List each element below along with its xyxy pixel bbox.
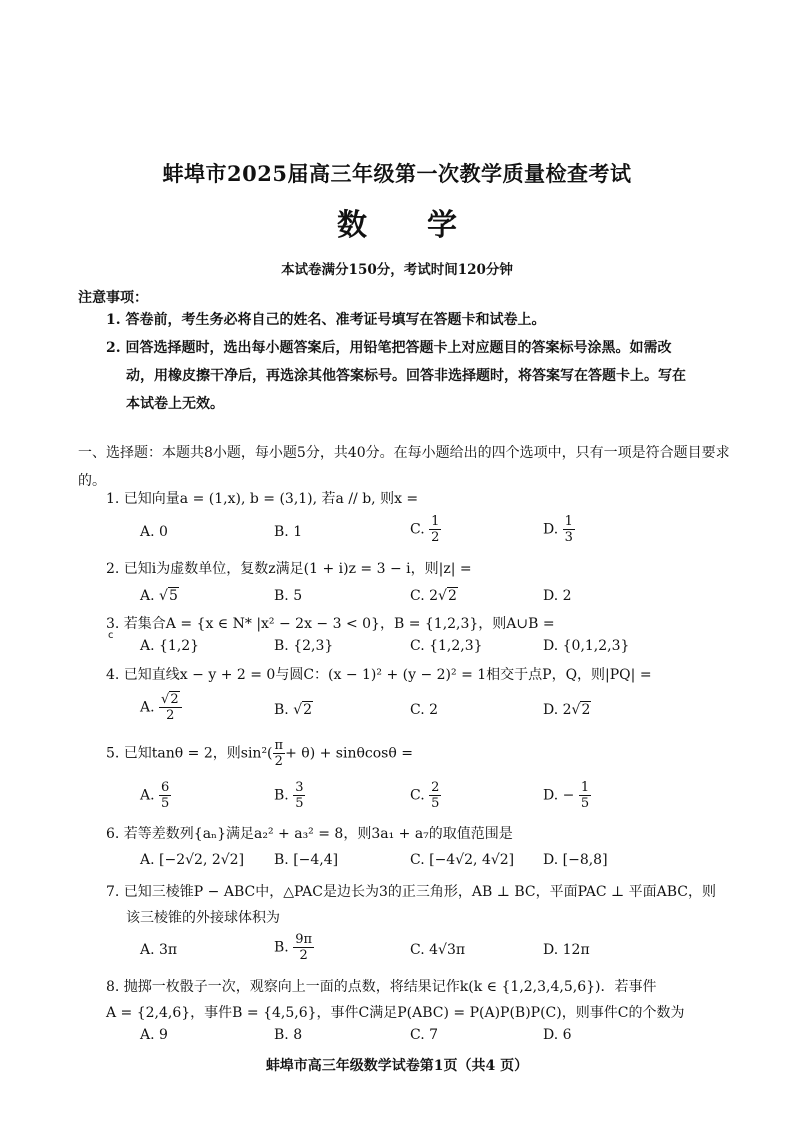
q4-option-b: B. √2: [274, 702, 313, 718]
q5-option-c: C. $\frac{2}{5}$: [410, 780, 440, 811]
subject-title: 数学: [337, 208, 517, 243]
q1-option-d-label: D.: [543, 521, 559, 538]
question-8-stem-cont: A = {2,4,6}，事件B = {4,5,6}，事件C满足P(ABC) = P(A)P(B)P(C)，则事件C的个数为: [106, 1005, 685, 1021]
q3-option-c: C. {1,2,3}: [410, 638, 483, 654]
handwritten-mark: c: [108, 630, 114, 641]
question-6-stem: 6. 若等差数列{aₙ}满足a₂² + a₃² = 8，则3a₁ + a₇的取值范围是: [106, 826, 513, 842]
question-8-stem: 8. 抛掷一枚骰子一次，观察向上一面的点数，将结果记作k(k ∈ {1,2,3,4,5,6})．若事件: [106, 979, 657, 995]
q8-option-d: D. 6: [543, 1027, 572, 1043]
question-3-stem: 3. 若集合A = {x ∈ N* |x² − 2x − 3 < 0}，B = {1,2,3}，则A∪B =: [106, 616, 555, 632]
q2-option-b: B. 5: [274, 588, 303, 604]
q8-option-b: B. 8: [274, 1027, 303, 1043]
notice-item-2-cont: 动，用橡皮擦干净后，再选涂其他答案标号。回答非选择题时，将答案写在答题卡上。写在: [126, 368, 686, 384]
notice-heading: 注意事项：: [78, 290, 148, 306]
question-1-stem: 1. 已知向量a = (1,x), b = (3,1), 若a // b, 则x =: [106, 491, 419, 507]
q1-option-c: [410, 514, 441, 545]
q7-option-b: B. $\frac{9\pi}{2}$: [274, 932, 313, 963]
q5-stem-fraction: $\frac{\pi}{2}$: [274, 738, 284, 769]
question-7-stem: 7. 已知三棱锥P − ABC中，△PAC是边长为3的正三角形，AB ⊥ BC，平面PAC ⊥ 平面ABC，则: [106, 884, 716, 900]
q4-option-d: D. 2√2: [543, 702, 591, 718]
exam-meta: 本试卷满分150分，考试时间120分钟: [281, 262, 513, 278]
notice-item-2: 2. 回答选择题时，选出每小题答案后，用铅笔把答题卡上对应题目的答案标号涂黑。如需改: [106, 340, 672, 356]
q2-option-d: D. 2: [543, 588, 572, 604]
q1-option-d-fraction: $\frac{1}{3}$: [564, 514, 573, 545]
q1-option-c-fraction: $\frac{1}{2}$: [431, 514, 440, 545]
q3-option-a: A. {1,2}: [140, 638, 200, 654]
q6-option-b: B. [−4,4]: [274, 852, 339, 868]
q5-option-a: A. $\frac{6}{5}$: [140, 780, 170, 811]
q3-option-b: B. {2,3}: [274, 638, 334, 654]
q7-option-c: C. 4√3π: [410, 942, 466, 958]
question-4-stem: 4. 已知直线x − y + 2 = 0与圆C：(x − 1)² + (y − 2)² = 1相交于点P，Q，则|PQ| =: [106, 667, 652, 683]
question-7-stem-cont: 该三棱锥的外接球体积为: [126, 910, 280, 926]
q1-option-d: [543, 514, 575, 545]
q2-option-a: A. √5: [140, 588, 178, 604]
notice-item-2-end: 本试卷上无效。: [126, 396, 224, 412]
q1-option-b: B. 1: [274, 524, 303, 540]
page-footer: 蚌埠市高三年级数学试卷第1页（共4 页）: [265, 1058, 529, 1074]
q5-option-d: D. − $\frac{1}{5}$: [543, 780, 590, 811]
q4-option-a-fraction: $\frac{√2}{2}$: [159, 692, 182, 723]
question-2-stem: 2. 已知i为虚数单位，复数z满足(1 + i)z = 3 − i，则|z| =: [106, 561, 472, 577]
q6-option-d: D. [−8,8]: [543, 852, 608, 868]
section-1-instructions: 一、选择题：本题共8小题，每小题5分，共40分。在每小题给出的四个选项中，只有一项是符合题目要求的。: [78, 445, 730, 489]
q3-option-d: D. {0,1,2,3}: [543, 638, 630, 654]
q7-option-d: D. 12π: [543, 942, 590, 958]
q6-option-c: C. [−4√2, 4√2]: [410, 852, 515, 868]
q2-option-c: C. 2√2: [410, 588, 457, 604]
exam-title: 蚌埠市2025届高三年级第一次教学质量检查考试: [162, 161, 632, 186]
q7-option-a: A. 3π: [140, 942, 178, 958]
q8-option-a: A. 9: [140, 1027, 168, 1043]
q6-option-a: A. [−2√2, 2√2]: [140, 852, 245, 868]
q4-option-a: A. $\frac{√2}{2}$: [140, 692, 182, 723]
q1-option-a: A. 0: [140, 524, 168, 540]
q8-option-c: C. 7: [410, 1027, 439, 1043]
q1-option-c-label: C.: [410, 521, 425, 538]
notice-item-1: 1. 答卷前，考生务必将自己的姓名、准考证号填写在答题卡和试卷上。: [106, 312, 546, 328]
q4-option-c: C. 2: [410, 702, 439, 718]
q5-option-b: B. $\frac{3}{5}$: [274, 780, 304, 811]
question-5-stem: 5. 已知tanθ = 2，则sin²( $\frac{\pi}{2}$ + θ) + sinθcosθ =: [106, 738, 413, 769]
